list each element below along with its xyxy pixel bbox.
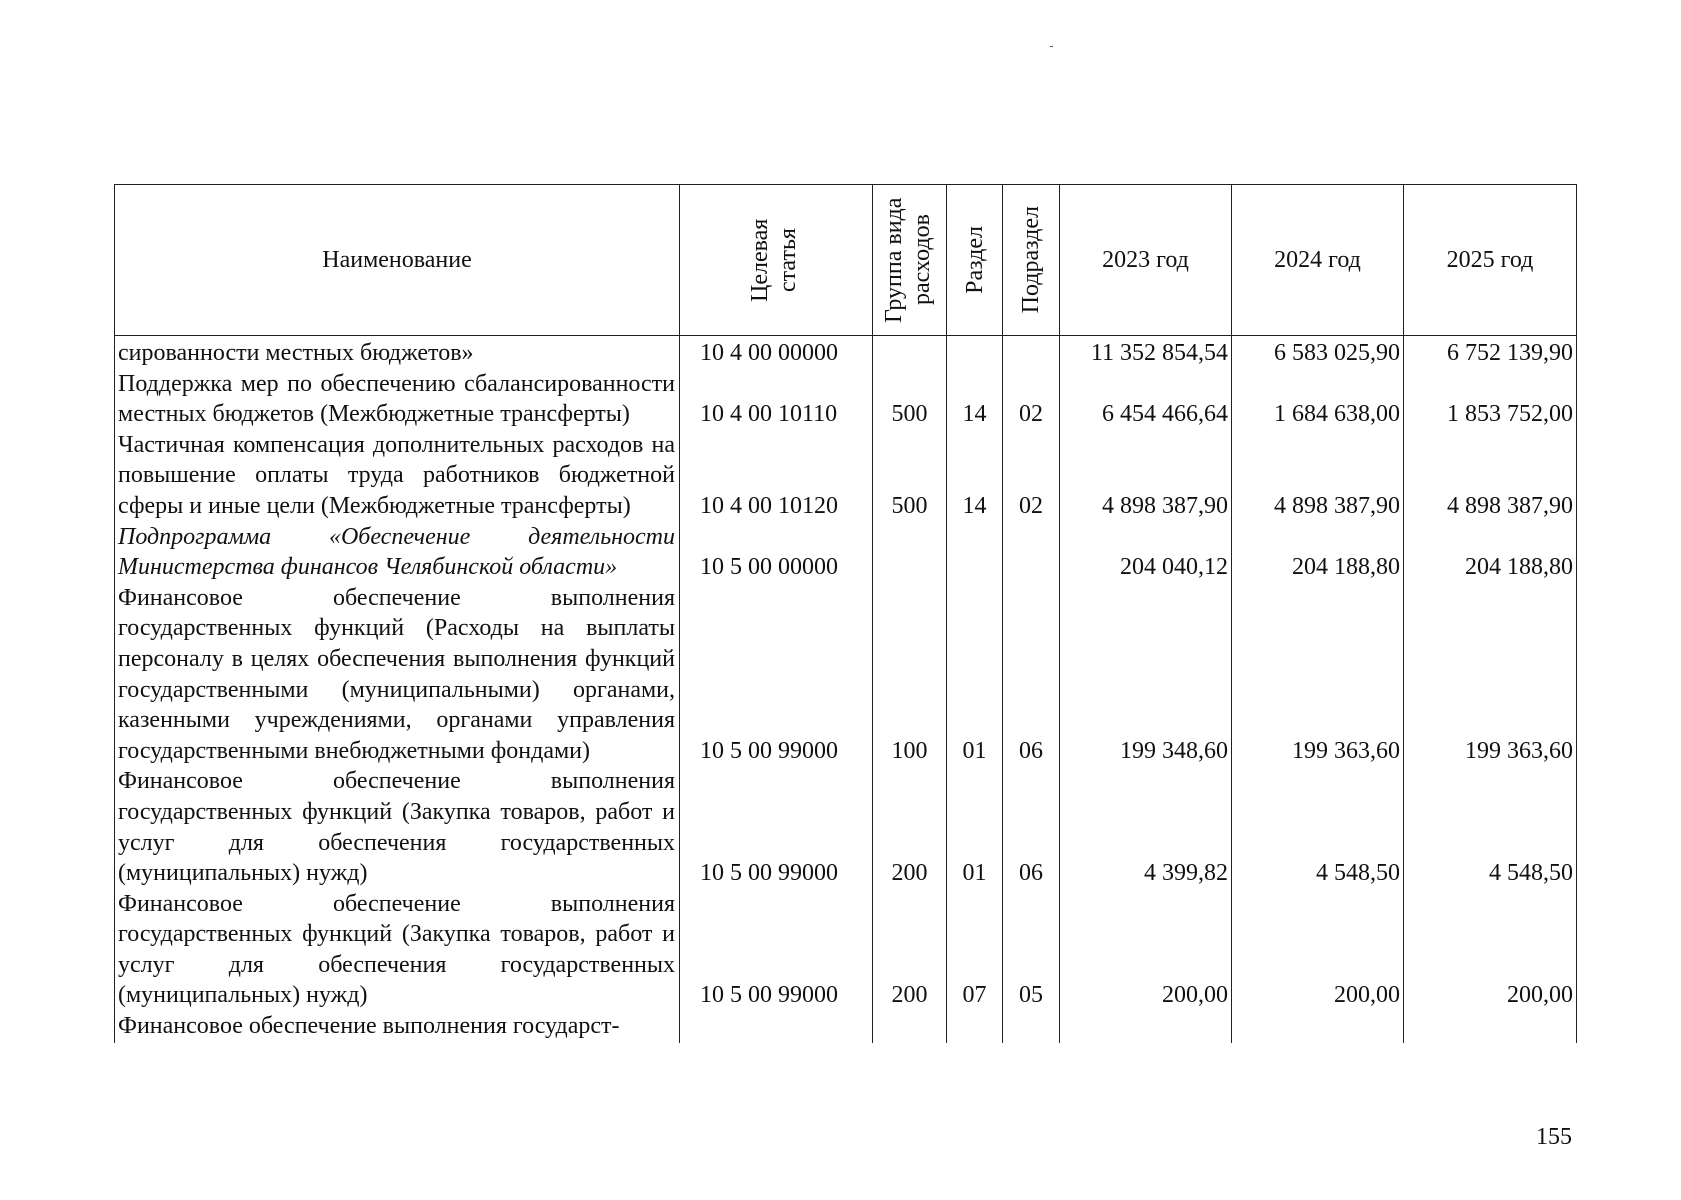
row-code: 10 5 00 99000 xyxy=(680,583,873,767)
row-name-prefix: Подпрограмма xyxy=(118,523,272,550)
row-code xyxy=(680,1011,873,1043)
header-group: Группа вида расходов xyxy=(873,185,947,336)
table-body xyxy=(115,336,1577,1044)
row-2023: 4 399,82 xyxy=(1060,766,1232,888)
row-2024: 6 583 025,90 xyxy=(1232,336,1404,369)
header-2024: 2024 год xyxy=(1232,185,1404,336)
header-section: Раздел xyxy=(947,185,1003,336)
row-code: 10 4 00 00000 xyxy=(680,336,873,369)
header-subsection: Подраздел xyxy=(1003,185,1060,336)
row-2023: 199 348,60 xyxy=(1060,583,1232,767)
row-section: 01 xyxy=(947,583,1003,767)
row-group xyxy=(873,1011,947,1043)
row-2025 xyxy=(1404,1011,1577,1043)
row-code: 10 4 00 10120 xyxy=(680,430,873,522)
row-code: 10 5 00 99000 xyxy=(680,766,873,888)
row-2023: 4 898 387,90 xyxy=(1060,430,1232,522)
row-code: 10 4 00 10110 xyxy=(680,369,873,430)
row-group: 100 xyxy=(873,583,947,767)
row-section: 07 xyxy=(947,889,1003,1011)
row-name: Финансовое обеспечение выполнения государственных функций (Закупка товаров, работ и услуг для обеспечения государственных (муниципальных) нужд) xyxy=(115,766,680,888)
table-row xyxy=(115,766,1577,888)
row-2023: 204 040,12 xyxy=(1060,522,1232,583)
table-header xyxy=(115,185,1577,336)
row-2024 xyxy=(1232,1011,1404,1043)
table-row xyxy=(115,522,1577,583)
table-row xyxy=(115,889,1577,1011)
row-section: 14 xyxy=(947,430,1003,522)
row-2024: 4 548,50 xyxy=(1232,766,1404,888)
row-section xyxy=(947,1011,1003,1043)
row-section: 01 xyxy=(947,766,1003,888)
row-subsection xyxy=(1003,522,1060,583)
row-name: Финансовое обеспечение выполнения государст- xyxy=(115,1011,680,1043)
row-2023: 11 352 854,54 xyxy=(1060,336,1232,369)
row-name: Финансовое обеспечение выполнения государственных функций (Закупка товаров, работ и услуг для обеспечения государственных (муниципальных) нужд) xyxy=(115,889,680,1011)
row-2025: 1 853 752,00 xyxy=(1404,369,1577,430)
row-section xyxy=(947,336,1003,369)
row-subsection: 02 xyxy=(1003,369,1060,430)
row-2023 xyxy=(1060,1011,1232,1043)
row-name xyxy=(115,522,680,583)
row-group xyxy=(873,336,947,369)
header-2025: 2025 год xyxy=(1404,185,1577,336)
row-subsection: 06 xyxy=(1003,583,1060,767)
table-row xyxy=(115,369,1577,430)
row-group: 200 xyxy=(873,766,947,888)
row-code: 10 5 00 00000 xyxy=(680,522,873,583)
table-row xyxy=(115,336,1577,369)
row-2025: 199 363,60 xyxy=(1404,583,1577,767)
row-2023: 200,00 xyxy=(1060,889,1232,1011)
row-2024: 200,00 xyxy=(1232,889,1404,1011)
row-name: Поддержка мер по обеспечению сбалансированности местных бюджетов (Межбюджетные трансферты) xyxy=(115,369,680,430)
table-row xyxy=(115,1011,1577,1043)
row-section: 14 xyxy=(947,369,1003,430)
row-2025: 200,00 xyxy=(1404,889,1577,1011)
row-group: 500 xyxy=(873,369,947,430)
row-2024: 204 188,80 xyxy=(1232,522,1404,583)
table-row xyxy=(115,583,1577,767)
budget-table xyxy=(114,184,1577,1043)
row-group: 500 xyxy=(873,430,947,522)
row-2024: 1 684 638,00 xyxy=(1232,369,1404,430)
header-name: Наименование xyxy=(115,185,680,336)
row-name: сированности местных бюджетов» xyxy=(115,336,680,369)
header-2023: 2023 год xyxy=(1060,185,1232,336)
row-2023: 6 454 466,64 xyxy=(1060,369,1232,430)
row-group: 200 xyxy=(873,889,947,1011)
row-code: 10 5 00 99000 xyxy=(680,889,873,1011)
row-2025: 204 188,80 xyxy=(1404,522,1577,583)
row-subsection xyxy=(1003,1011,1060,1043)
row-subsection: 02 xyxy=(1003,430,1060,522)
row-group xyxy=(873,522,947,583)
page-number: 155 xyxy=(1536,1124,1572,1150)
row-2025: 4 548,50 xyxy=(1404,766,1577,888)
row-name: Финансовое обеспечение выполнения государственных функций (Расходы на выплаты персоналу в целях обеспечения выполнения функций государственными (муниципальными) органами, казенными учреждениями, органами управления государственными внебюджетными фондами) xyxy=(115,583,680,767)
row-name-text: «Обеспечение деятельности Министерства финансов Челябинской области» xyxy=(118,523,676,581)
row-2025: 6 752 139,90 xyxy=(1404,336,1577,369)
row-subsection xyxy=(1003,336,1060,369)
row-subsection: 05 xyxy=(1003,889,1060,1011)
row-section xyxy=(947,522,1003,583)
scan-speck xyxy=(1050,46,1053,47)
table-row xyxy=(115,430,1577,522)
row-2024: 199 363,60 xyxy=(1232,583,1404,767)
row-subsection: 06 xyxy=(1003,766,1060,888)
row-name: Частичная компенсация дополнительных расходов на повышение оплаты труда работников бюджетной сферы и иные цели (Межбюджетные трансферты) xyxy=(115,430,680,522)
header-code: Целевая статья xyxy=(680,185,873,336)
row-2025: 4 898 387,90 xyxy=(1404,430,1577,522)
row-2024: 4 898 387,90 xyxy=(1232,430,1404,522)
